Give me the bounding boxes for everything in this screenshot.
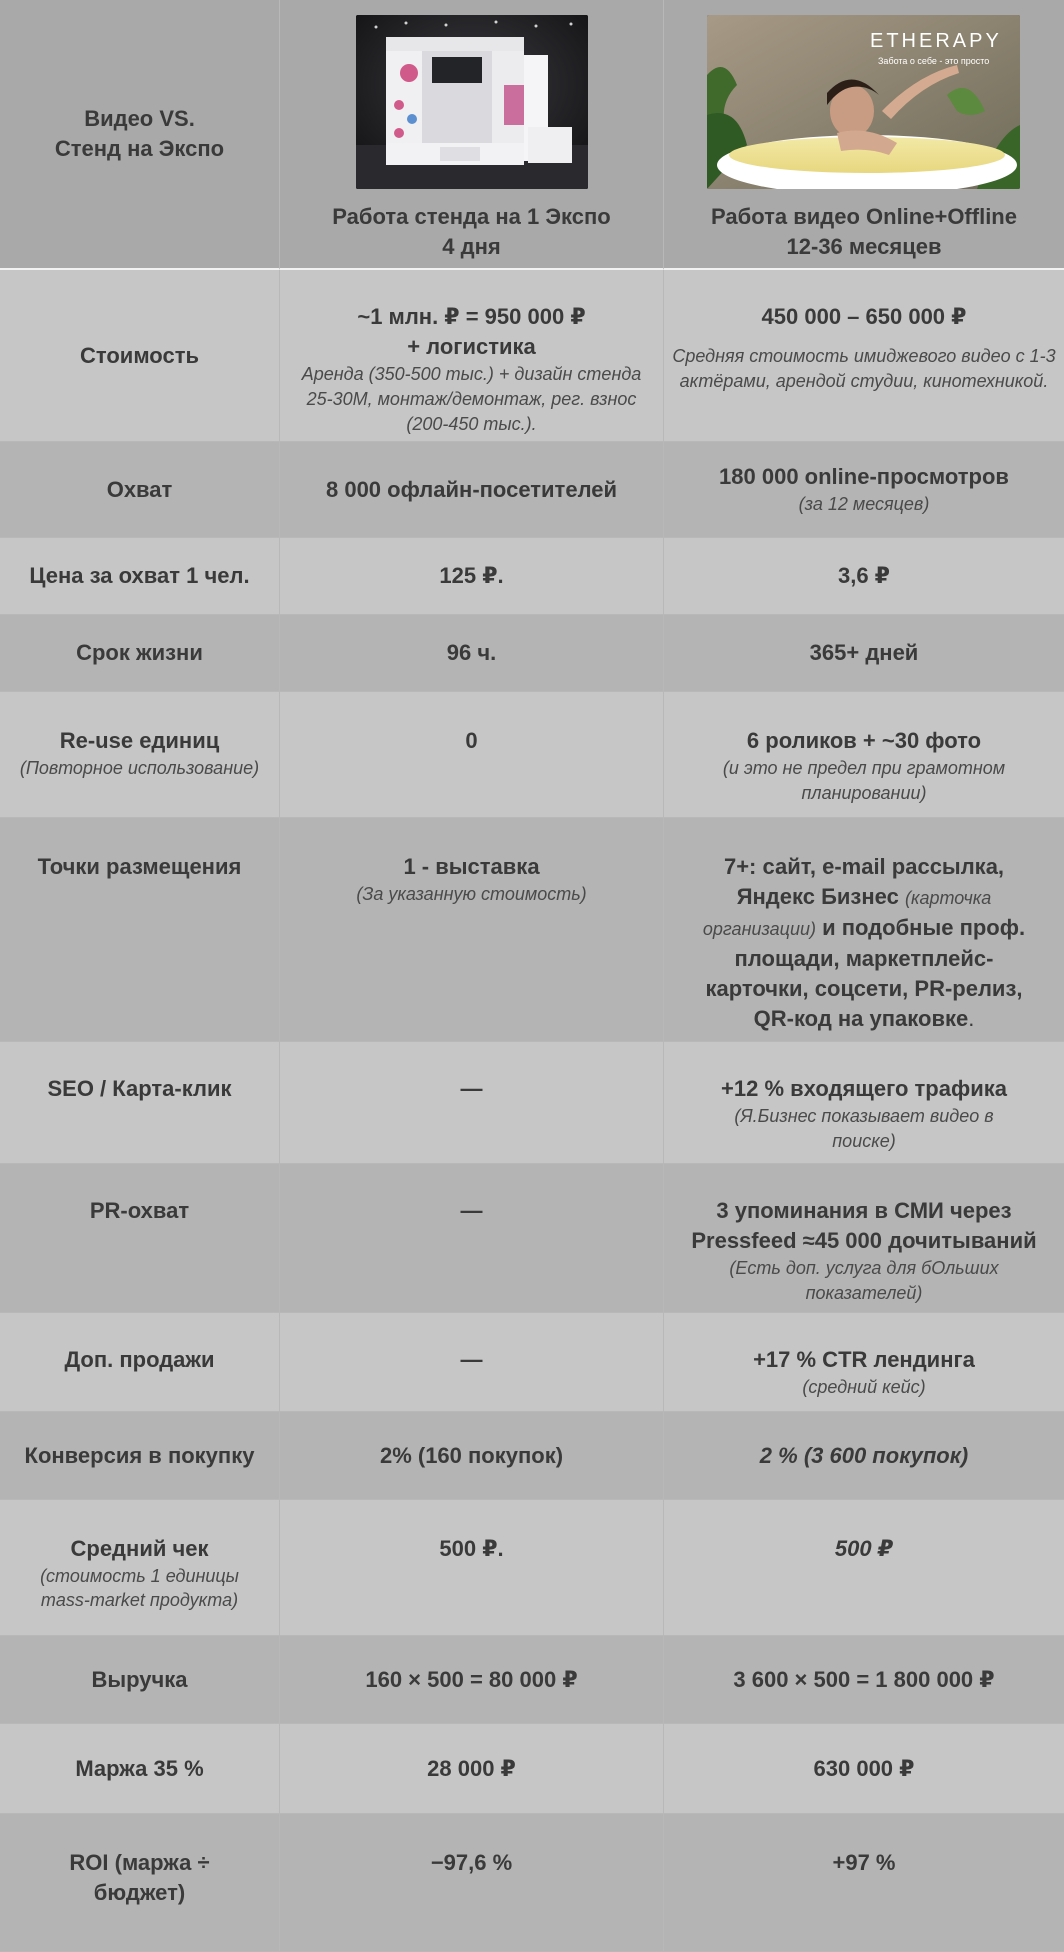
row-reach-stand-cell [280, 442, 664, 538]
row-conversion-video-cell [664, 1412, 1064, 1500]
row-check-video: 500 ₽ [834, 1536, 894, 1561]
row-roi-label: ROI (маржа ÷ бюджет) [69, 1850, 210, 1905]
row-reach-label: Охват [106, 476, 173, 502]
row-placement [0, 818, 1064, 1042]
row-cost-video-cell [664, 270, 1064, 442]
row-seo-video-main: +12 % входящего трафика [721, 1076, 1007, 1101]
row-life-video: 365+ дней [809, 640, 919, 665]
row-upsell [0, 1313, 1064, 1412]
row-seo-stand: — [460, 1076, 483, 1101]
row-cost [0, 270, 1064, 442]
row-margin-stand-cell [280, 1724, 664, 1814]
row-placement-stand-note: (За указанную стоимость) [356, 884, 587, 904]
row-cost-stand-main2: + логистика [407, 334, 536, 359]
row-cost-stand-note: Аренда (350-500 тыс.) + дизайн стенда 25-30М, монтаж/демонтаж, рег. взнос (200-450 тыс.). [301, 364, 642, 434]
row-placement-label-cell [0, 818, 280, 1042]
row-revenue-video-cell [664, 1636, 1064, 1724]
row-reuse-stand: 0 [465, 728, 478, 753]
row-seo [0, 1042, 1064, 1164]
row-reach-video-main: 180 000 online-просмотров [719, 464, 1009, 489]
row-roi-label-cell [0, 1814, 280, 1952]
row-check-label-cell [0, 1500, 280, 1636]
row-reuse-video-note: (и это не предел при грамотном планировании) [722, 758, 1006, 803]
row-roi-stand: −97,6 % [430, 1850, 513, 1875]
row-life-label-cell [0, 615, 280, 692]
row-cost-stand-cell [280, 270, 664, 442]
row-upsell-video-cell [664, 1313, 1064, 1412]
expo-stand-render [356, 15, 588, 189]
row-seo-label: SEO / Карта-клик [47, 1076, 232, 1101]
row-margin-label-cell [0, 1724, 280, 1814]
row-check-label: Средний чек [70, 1536, 209, 1561]
row-pr-video-main: 3 упоминания в СМИ через Pressfeed ≈45 000 дочитываний [691, 1198, 1037, 1253]
row-cost-label: Стоимость [79, 342, 199, 368]
row-pr-label-cell [0, 1164, 280, 1313]
header-stand-line2: 4 дня [442, 234, 501, 259]
row-placement-stand-cell [280, 818, 664, 1042]
row-cpp-label: Цена за охват 1 чел. [29, 563, 250, 588]
row-pr [0, 1164, 1064, 1313]
row-margin-video-cell [664, 1724, 1064, 1814]
row-placement-video-part1: 7+: сайт, e-mail рассылка, Яндекс Бизнес [723, 854, 1005, 909]
row-cpp-label-cell [0, 538, 280, 615]
row-placement-video-part2: (карточка организации) [702, 888, 992, 939]
row-upsell-video-note: (средний кейс) [802, 1377, 926, 1397]
row-reuse-label: Re-use единиц [59, 728, 220, 753]
row-reach-video-cell [664, 442, 1064, 538]
row-check [0, 1500, 1064, 1636]
header-title-line2: Стенд на Экспо [54, 136, 225, 161]
row-placement-stand-main: 1 - выставка [403, 854, 540, 879]
row-seo-label-cell [0, 1042, 280, 1164]
row-conversion [0, 1412, 1064, 1500]
row-cost-label-cell [0, 270, 280, 442]
row-upsell-stand-cell [280, 1313, 664, 1412]
row-pr-video-note: (Есть доп. услуга для бОльших показателей) [729, 1258, 999, 1303]
row-reach [0, 442, 1064, 538]
row-margin [0, 1724, 1064, 1814]
row-conversion-stand-cell [280, 1412, 664, 1500]
row-check-label-note: (стоимость 1 единицы mass-market продукта) [40, 1566, 239, 1610]
row-reuse [0, 692, 1064, 818]
brand-logo: ETHERAPY [870, 30, 1002, 52]
row-upsell-stand: — [460, 1347, 483, 1372]
row-life-stand-cell [280, 615, 664, 692]
row-margin-stand: 28 000 ₽ [427, 1755, 516, 1781]
row-cpp-stand: 125 ₽. [439, 563, 504, 588]
row-reach-stand: 8 000 офлайн-посетителей [325, 476, 618, 502]
row-reach-label-cell [0, 442, 280, 538]
row-placement-video-text [684, 852, 1044, 1034]
row-pr-video-cell [664, 1164, 1064, 1313]
row-pr-stand-cell [280, 1164, 664, 1313]
row-life-stand: 96 ч. [446, 640, 497, 665]
row-cpp-video-cell [664, 538, 1064, 615]
row-reuse-label-note: (Повторное использование) [19, 758, 260, 778]
row-life [0, 615, 1064, 692]
row-cost-stand-main1: ~1 млн. ₽ = 950 000 ₽ [357, 304, 586, 329]
row-margin-label: Маржа 35 % [75, 1755, 204, 1781]
row-cpp-stand-cell [280, 538, 664, 615]
row-revenue-stand: 160 × 500 = 80 000 ₽ [365, 1666, 578, 1692]
row-reuse-stand-cell [280, 692, 664, 818]
row-check-video-cell [664, 1500, 1064, 1636]
row-revenue-label-cell [0, 1636, 280, 1724]
row-check-stand-cell [280, 1500, 664, 1636]
row-roi [0, 1814, 1064, 1952]
row-revenue-label: Выручка [91, 1666, 188, 1692]
row-upsell-video-main: +17 % CTR лендинга [753, 1347, 975, 1372]
row-revenue-stand-cell [280, 1636, 664, 1724]
brand-tagline: Забота о себе - это просто [878, 56, 990, 66]
row-pr-label: PR-охват [89, 1198, 190, 1223]
row-pr-stand: — [460, 1198, 483, 1223]
row-reuse-label-cell [0, 692, 280, 818]
row-placement-video-part4: . [968, 1006, 975, 1031]
row-conversion-label-cell [0, 1412, 280, 1500]
row-conversion-video: 2 % (3 600 покупок) [759, 1442, 969, 1468]
header-video-line1: Работа видео Online+Offline [711, 204, 1017, 229]
row-reuse-video-cell [664, 692, 1064, 818]
row-seo-video-note: (Я.Бизнес показывает видео в поиске) [734, 1106, 994, 1151]
row-seo-stand-cell [280, 1042, 664, 1164]
row-placement-label: Точки размещения [37, 854, 242, 879]
row-conversion-stand: 2% (160 покупок) [379, 1442, 564, 1468]
header-stand-line1: Работа стенда на 1 Экспо [332, 204, 611, 229]
header-title-line1: Видео VS. [84, 106, 195, 131]
row-seo-video-cell [664, 1042, 1064, 1164]
row-margin-video: 630 000 ₽ [813, 1755, 915, 1781]
row-placement-video-part3: и подобные проф. площади, маркетплейс-карточки, соцсети, PR-релиз, QR-код на упаковке [705, 915, 1026, 1031]
row-cpp-video: 3,6 ₽ [837, 563, 890, 588]
row-placement-video-cell [664, 818, 1064, 1042]
row-revenue-video: 3 600 × 500 = 1 800 000 ₽ [733, 1666, 995, 1692]
row-reach-video-note: (за 12 месяцев) [798, 494, 930, 514]
row-life-video-cell [664, 615, 1064, 692]
row-conversion-label: Конверсия в покупку [24, 1442, 255, 1468]
row-life-label: Срок жизни [76, 640, 203, 665]
row-upsell-label: Доп. продажи [64, 1347, 215, 1372]
header-title-cell [0, 0, 280, 270]
row-cost-video-note: Средняя стоимость имиджевого видео с 1-3 актёрами, арендой студии, кинотехникой. [672, 346, 1056, 391]
row-cpp [0, 538, 1064, 615]
row-roi-video: +97 % [832, 1850, 896, 1875]
row-upsell-label-cell [0, 1313, 280, 1412]
row-check-stand: 500 ₽. [439, 1536, 504, 1561]
row-roi-stand-cell [280, 1814, 664, 1952]
row-revenue [0, 1636, 1064, 1724]
header-video-line2: 12-36 месяцев [786, 234, 942, 259]
row-reuse-video-main: 6 роликов + ~30 фото [746, 728, 982, 753]
row-roi-video-cell [664, 1814, 1064, 1952]
expo-stand-image [356, 15, 588, 189]
row-cost-video-main: 450 000 – 650 000 ₽ [761, 304, 967, 329]
